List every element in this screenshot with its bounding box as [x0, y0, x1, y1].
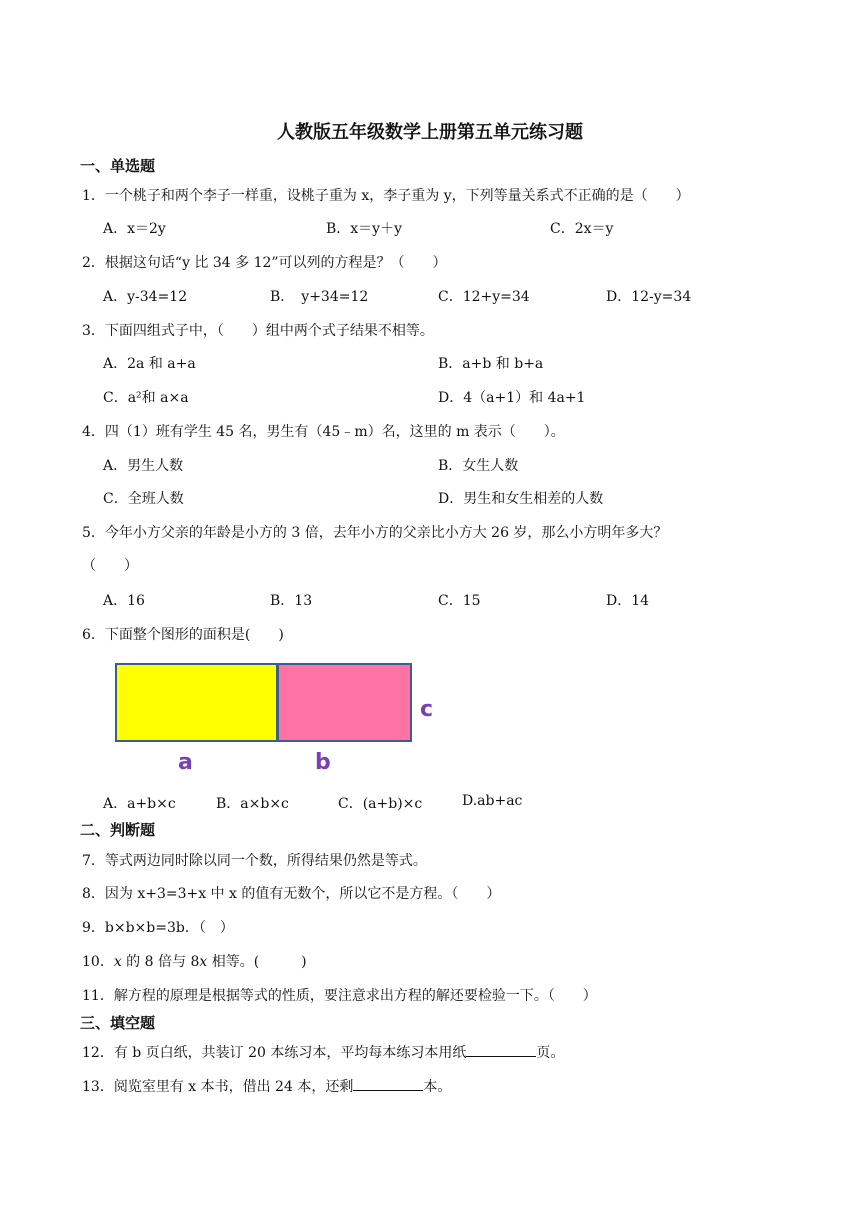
q6-option-b: B．a×b×c — [216, 796, 289, 812]
q10-var-x2: x — [199, 954, 208, 970]
q5-option-b: B．13 — [270, 593, 313, 609]
rectangle-b — [277, 663, 412, 742]
q1-option-a: A．x＝2y — [103, 221, 166, 237]
q1-option-b: B．x＝y＋y — [326, 221, 403, 237]
q12-answer-blank[interactable] — [466, 1042, 536, 1057]
q13-suffix: 本。 — [423, 1079, 452, 1095]
q3-option-c: C．a²和 a×a — [103, 390, 189, 406]
q4-option-a: A．男生人数 — [103, 458, 184, 474]
q10-number: 10． — [82, 954, 114, 970]
q4-option-b: B．女生人数 — [438, 458, 519, 474]
q4-option-d: D．男生和女生相差的人数 — [438, 491, 604, 507]
label-b: b — [315, 750, 331, 775]
q10-var-x: x — [113, 954, 122, 970]
question-8: 8．因为 x+3=3+x 中 x 的值有无数个，所以它不是方程。（ ） — [82, 886, 501, 902]
q3-option-b: B．a+b 和 b+a — [438, 356, 544, 372]
q3-option-d: D．4（a+1）和 4a+1 — [438, 390, 586, 406]
question-9: 9．b×b×b=3b．（ ） — [82, 920, 234, 936]
page-title: 人教版五年级数学上册第五单元练习题 — [277, 122, 583, 143]
q10-end: 相等。( ) — [207, 954, 307, 970]
question-3: 3．下面四组式子中，（ ）组中两个式子结果不相等。 — [82, 323, 434, 339]
section-heading-single-choice: 一、单选题 — [80, 157, 156, 175]
label-c: c — [420, 697, 434, 722]
q1-option-c: C．2x＝y — [550, 221, 614, 237]
q12-text: 12．有 b 页白纸，共装订 20 本练习本，平均每本练习本用纸 — [82, 1045, 467, 1061]
q6-option-d: D.ab+ac — [462, 793, 523, 809]
label-a: a — [178, 750, 193, 775]
q2-option-a: A．y-34=12 — [103, 289, 188, 305]
section-heading-fill-in: 三、填空题 — [80, 1014, 156, 1032]
q5-option-a: A．16 — [103, 593, 145, 609]
question-5: 5．今年小方父亲的年龄是小方的 3 倍，去年小方的父亲比小方大 26 岁，那么小方明年多大？ — [82, 525, 668, 541]
rectangle-a — [115, 663, 278, 742]
question-10 — [82, 951, 307, 971]
question-1: 1．一个桃子和两个李子一样重，设桃子重为 x，李子重为 y，下列等量关系式不正确的是（ ） — [82, 188, 690, 204]
q4-option-c: C．全班人数 — [103, 491, 184, 507]
question-5-answer-bracket: （ ） — [82, 558, 138, 574]
q12-suffix: 页。 — [536, 1045, 565, 1061]
question-7: 7．等式两边同时除以同一个数，所得结果仍然是等式。 — [82, 853, 427, 869]
q13-answer-blank[interactable] — [353, 1076, 423, 1091]
q2-option-b: B． y+34=12 — [270, 289, 369, 305]
q2-option-c: C．12+y=34 — [438, 289, 530, 305]
q2-option-d: D．12-y=34 — [606, 289, 692, 305]
q5-option-c: C．15 — [438, 593, 481, 609]
q6-option-a: A．a+b×c — [103, 796, 176, 812]
question-6: 6．下面整个图形的面积是( ) — [82, 627, 284, 643]
q3-option-a: A．2a 和 a+a — [103, 356, 196, 372]
question-11: 11．解方程的原理是根据等式的性质，要注意求出方程的解还要检验一下。（ ） — [82, 988, 597, 1004]
q5-option-d: D．14 — [606, 593, 650, 609]
question-4: 4．四（1）班有学生 45 名，男生有（45﹣m）名，这里的 m 表示（ ）。 — [82, 424, 565, 440]
question-2: 2．根据这句话“y 比 34 多 12”可以列的方程是？（ ） — [82, 255, 447, 271]
question-12 — [82, 1042, 564, 1062]
section-heading-true-false: 二、判断题 — [80, 821, 156, 839]
question-13 — [82, 1076, 451, 1096]
q13-text: 13．阅览室里有 x 本书，借出 24 本，还剩 — [82, 1079, 354, 1095]
q10-mid: 的 8 倍与 8 — [121, 954, 200, 970]
q6-option-c: C．(a+b)×c — [338, 796, 423, 812]
